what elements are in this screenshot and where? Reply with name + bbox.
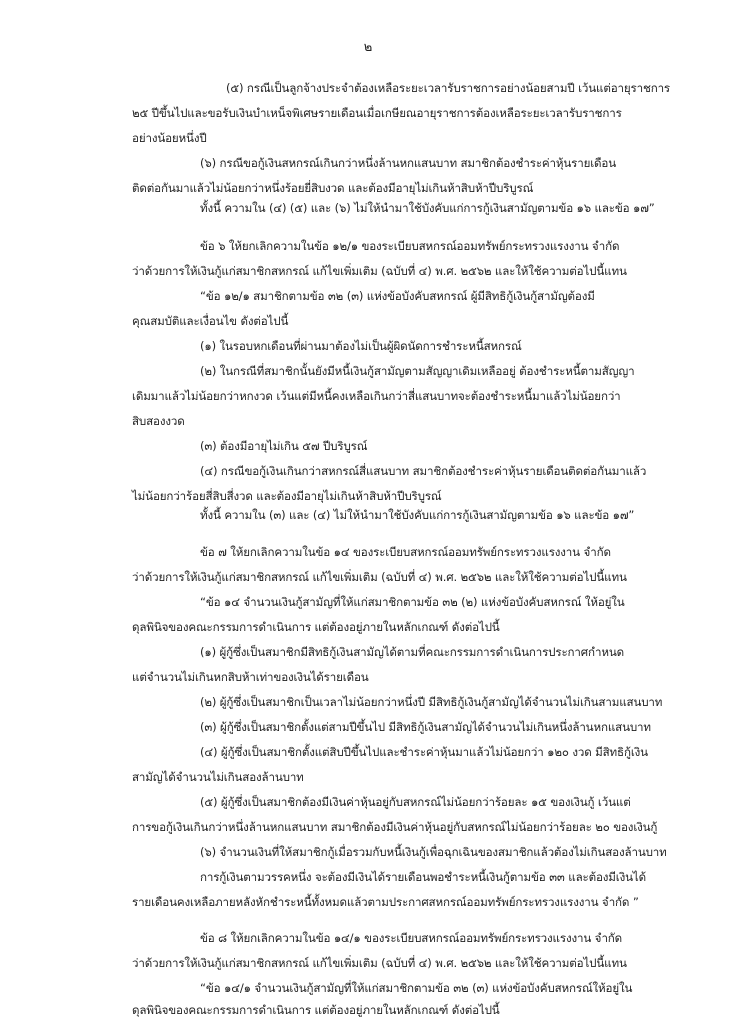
text-line: ดุลพินิจของคณะกรรมการดำเนินการ แต่ต้องอยู่ภายในหลักเกณฑ์ ดังต่อไปนี้	[132, 1003, 500, 1017]
text-line: ติดต่อกันมาแล้วไม่น้อยกว่าหนึ่งร้อยยี่สิบงวด และต้องมีอายุไม่เกินห้าสิบห้าปีบริบูรณ์	[132, 181, 534, 195]
text-line: ดุลพินิจของคณะกรรมการดำเนินการ แต่ต้องอยู่ภายในหลักเกณฑ์ ดังต่อไปนี้	[132, 620, 500, 634]
text-line: (๔) ผู้กู้ซึ่งเป็นสมาชิกตั้งแต่สิบปีขึ้นไปและชำระค่าหุ้นมาแล้วไม่น้อยกว่า ๑๒๐ งวด มีสิทธิกู้เงิน	[200, 745, 648, 759]
text-line: คุณสมบัติและเงื่อนไข ดังต่อไปนี้	[132, 314, 289, 328]
text-line: การกู้เงินตามวรรคหนึ่ง จะต้องมีเงินได้รายเดือนพอชำระหนี้เงินกู้ตามข้อ ๓๓ และต้องมีเงินได้	[200, 870, 646, 884]
text-line: เดิมมาแล้วไม่น้อยกว่าหกงวด เว้นแต่มีหนี้คงเหลือเกินกว่าสี่แสนบาทจะต้องชำระหนี้มาแล้วไม่น้อยกว่า	[132, 389, 621, 403]
text-line: ว่าด้วยการให้เงินกู้แก่สมาชิกสหกรณ์ แก้ไขเพิ่มเติม (ฉบับที่ ๔) พ.ศ. ๒๕๖๒ และให้ใช้ความต่อไปนี้แทน	[132, 570, 627, 584]
text-line: (๒) ในกรณีที่สมาชิกนั้นยังมีหนี้เงินกู้สามัญตามสัญญาเดิมเหลืออยู่ ต้องชำระหนี้ตามสัญญา	[200, 364, 635, 378]
text-line: การขอกู้เงินเกินกว่าหนึ่งล้านหกแสนบาท สมาชิกต้องมีเงินค่าหุ้นอยู่กับสหกรณ์ไม่น้อยกว่าร้อยละ ๒๐ ของเงินกู้	[132, 820, 658, 834]
text-line: ทั้งนี้ ความใน (๓) และ (๔) ไม่ให้นำมาใช้บังคับแก่การกู้เงินสามัญตามข้อ ๑๖ และข้อ ๑๗”	[200, 508, 635, 522]
text-line: (๓) ผู้กู้ซึ่งเป็นสมาชิกตั้งแต่สามปีขึ้นไป มีสิทธิกู้เงินสามัญได้จำนวนไม่เกินหนึ่งล้านหกแสนบาท	[200, 720, 651, 734]
text-line: (๖) จำนวนเงินที่ให้สมาชิกกู้เมื่อรวมกับหนี้เงินกู้เพื่อฉุกเฉินของสมาชิกแล้วต้องไม่เกินสองล้านบาท	[200, 845, 667, 859]
text-line: (๓) ต้องมีอายุไม่เกิน ๕๗ ปีบริบูรณ์	[200, 439, 368, 453]
text-line: ทั้งนี้ ความใน (๔) (๕) และ (๖) ไม่ให้นำมาใช้บังคับแก่การกู้เงินสามัญตามข้อ ๑๖ และข้อ ๑๗”	[200, 201, 655, 215]
text-line: ข้อ ๗ ให้ยกเลิกความในข้อ ๑๔ ของระเบียบสหกรณ์ออมทรัพย์กระทรวงแรงงาน จำกัด	[200, 545, 611, 559]
text-line: “ข้อ ๑๒/๑ สมาชิกตามข้อ ๓๒ (๓) แห่งข้อบังคับสหกรณ์ ผู้มีสิทธิกู้เงินกู้สามัญต้องมี	[200, 289, 595, 303]
text-line: (๖) กรณีขอกู้เงินสหกรณ์เกินกว่าหนึ่งล้านหกแสนบาท สมาชิกต้องชำระค่าหุ้นรายเดือน	[200, 156, 617, 170]
text-line: ว่าด้วยการให้เงินกู้แก่สมาชิกสหกรณ์ แก้ไขเพิ่มเติม (ฉบับที่ ๔) พ.ศ. ๒๕๖๒ และให้ใช้ความต่อไปนี้แทน	[132, 956, 627, 970]
text-line: (๕) ผู้กู้ซึ่งเป็นสมาชิกต้องมีเงินค่าหุ้นอยู่กับสหกรณ์ไม่น้อยกว่าร้อยละ ๑๕ ของเงินกู้ เว้นแต่	[200, 795, 631, 809]
text-line: “ข้อ ๑๔ จำนวนเงินกู้สามัญที่ให้แก่สมาชิกตามข้อ ๓๒ (๒) แห่งข้อบังคับสหกรณ์ ให้อยู่ใน	[200, 595, 625, 609]
text-line: “ข้อ ๑๔/๑ จำนวนเงินกู้สามัญที่ให้แก่สมาชิกตามข้อ ๓๒ (๓) แห่งข้อบังคับสหกรณ์ให้อยู่ใน	[200, 981, 633, 995]
text-line: (๒) ผู้กู้ซึ่งเป็นสมาชิกเป็นเวลาไม่น้อยกว่าหนึ่งปี มีสิทธิกู้เงินกู้สามัญได้จำนวนไม่เกินสามแสนบาท	[200, 695, 663, 709]
text-line: ข้อ ๘ ให้ยกเลิกความในข้อ ๑๔/๑ ของระเบียบสหกรณ์ออมทรัพย์กระทรวงแรงงาน จำกัด	[200, 931, 623, 945]
text-line: ไม่น้อยกว่าร้อยสี่สิบสี่งวด และต้องมีอายุไม่เกินห้าสิบห้าปีบริบูรณ์	[132, 489, 442, 503]
text-line: (๑) ในรอบหกเดือนที่ผ่านมาต้องไม่เป็นผู้ผิดนัดการชำระหนี้สหกรณ์	[200, 339, 522, 353]
page-number: ๒	[363, 40, 373, 55]
text-line: (๔) กรณีขอกู้เงินเกินกว่าสหกรณ์สี่แสนบาท สมาชิกต้องชำระค่าหุ้นรายเดือนติดต่อกันมาแล้ว	[200, 464, 647, 478]
text-line: สิบสองงวด	[132, 414, 185, 428]
text-line: สามัญได้จำนวนไม่เกินสองล้านบาท	[132, 770, 304, 784]
text-line: อย่างน้อยหนึ่งปี	[132, 131, 207, 145]
text-line: (๑) ผู้กู้ซึ่งเป็นสมาชิกมีสิทธิกู้เงินสามัญได้ตามที่คณะกรรมการดำเนินการประกาศกำหนด	[200, 645, 624, 659]
text-line: (๕) กรณีเป็นลูกจ้างประจำต้องเหลือระยะเวลารับราชการอย่างน้อยสามปี เว้นแต่อายุราชการ	[226, 81, 671, 95]
text-line: ๒๕ ปีขึ้นไปและขอรับเงินบำเหน็จพิเศษรายเดือนเมื่อเกษียณอายุราชการต้องเหลือระยะเวลารับราชการ	[132, 106, 622, 120]
text-line: ข้อ ๖ ให้ยกเลิกความในข้อ ๑๒/๑ ของระเบียบสหกรณ์ออมทรัพย์กระทรวงแรงงาน จำกัด	[200, 239, 620, 253]
text-line: รายเดือนคงเหลือภายหลังหักชำระหนี้ทั้งหมดแล้วตามประกาศสหกรณ์ออมทรัพย์กระทรวงแรงงาน จำกัด ”	[132, 895, 639, 909]
text-line: ว่าด้วยการให้เงินกู้แก่สมาชิกสหกรณ์ แก้ไขเพิ่มเติม (ฉบับที่ ๔) พ.ศ. ๒๕๖๒ และให้ใช้ความต่อไปนี้แทน	[132, 264, 627, 278]
text-line: แต่จำนวนไม่เกินหกสิบห้าเท่าของเงินได้รายเดือน	[132, 670, 369, 684]
